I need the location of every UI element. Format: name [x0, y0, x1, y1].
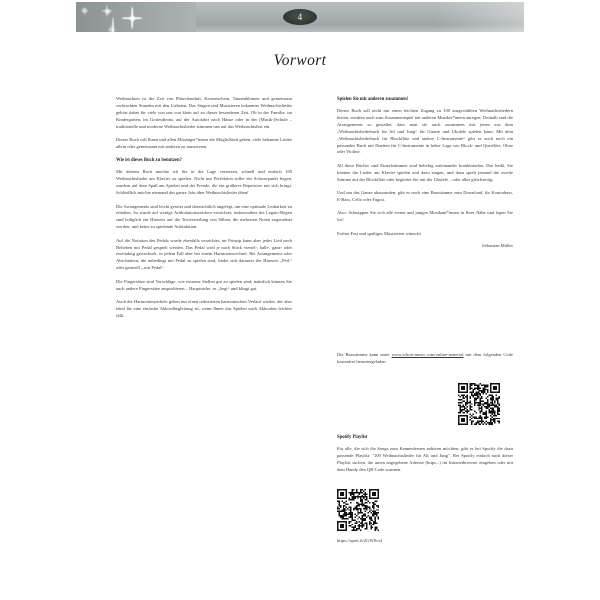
right-column: [337, 96, 513, 256]
download-note-text-before: Die Bassstimme kann unter: [337, 352, 392, 357]
download-note-text-after: mit dem folgenden Code kostenfrei heruntergeladen: [337, 352, 513, 364]
paragraph: Auf die Notation des Pedals wurde ebenfalls verzichtet, im Prinzip kann aber jedes Lied nach Belieben mit Pedal gespielt werden. Das Pedal wird je nach Stück viertel-, halb-, ganz- oder zweitaktig gewechselt, in jedem Fall aber bei einem Harmoniewechsel. Bei Arrangements oder Abschnitten, die unbedingt mit Pedal zu spielen sind, findet sich darunter der Hinweis „Ped.“ oder generell „,mit Pedal“.: [116, 237, 292, 271]
paragraph: Also: Schnappen Sie sich alle ersten und jungen Musikant*innen in Ihrer Nähe und legen Sie los!: [337, 210, 513, 223]
section-heading-spotify: Spotify Playlist: [337, 435, 368, 440]
section-heading-play-together: Spielen Sie mit anderen zusammen!: [337, 97, 409, 102]
paragraph: Mit diesem Buch möchte ich Sie in die Lage versetzen, schnell und einfach 100 Weihnachtslieder am Klavier zu spielen. Nicht nur Perfektion sollte der Schwerpunkt liegen, sondern auf dem Spaß am Spielen und der Freude, die ein größeres Repertoire mit sich bringt. Schließlich möchte niemand das ganze Jahr über Weihnachtslieder üben!: [116, 169, 292, 196]
spotify-playlist-qr-code[interactable]: [337, 489, 379, 531]
section-heading-usage: Wie ist dieses Buch zu benutzen?: [116, 158, 182, 164]
spotify-section: [337, 434, 513, 474]
download-note: [337, 352, 513, 366]
page-number-badge: 4: [283, 9, 317, 25]
paragraph: Die Fingersätze sind Vorschläge, wie extreme Stellen gut zu spielen sind; natürlich können Sie auch andere Fingersätze ausprobieren – Hauptsache, es „liegt“ und klingt gut.: [116, 278, 292, 291]
paragraph: Weihnachten ist die Zeit von Plätzchenduft, Kerzenschein, Tannenblumen und gemeinsam verbrachten Stunden mit den Liebsten. Das Singen und Musizieren bekannter Weihnachtslieder gehört dabei für viele von uns von klein auf zu dieser besonderen Zeit. Ob in der Familie, im Kindergarten, im Gottesdienst, auf der Autofahrt nach Hause oder in der (Musik-)Schule – traditionelle und moderne Weihnachtslieder stimmen uns auf das Weihnachtsfest ein.: [116, 96, 292, 129]
paragraph: Und um das Ganze abzurunden, gibt es noch eine Bassstimme zum Download, für Kontrabass, E-Bass, Cello oder Fagott.: [337, 190, 513, 203]
page-title: Vorwort: [273, 52, 327, 69]
paragraph: Dieses Buch soll Ihnen und allen Mitsänger*innen die Möglichkeit geben, viele bekannte Lieder allein oder gemeinsam mit anderen zu musizieren.: [116, 137, 292, 149]
online-material-link[interactable]: www.schott-music.com/online-material: [391, 352, 464, 357]
paragraph: Frohes Fest und spaßiges Musizieren wünscht: [337, 230, 421, 236]
paragraph: Auch die Harmoniesymbole geben nur einen reduzierten harmonischen Verlauf wieder, der aber ideal für eine einfache Akkordbegleitung ist, wenn Ihnen das Spielen nach Akkorden leichter fällt.: [116, 298, 292, 318]
paragraph: Für alle, die sich die Songs zum Kennenlernen anhören möchten, gibt es bei Spotify die dazu passende Playlist: "100 Weihnachtslieder für Alt und Jung". Bei Spotify einfach nach dieser Playlist suchen, die unten angegebene Adresse (https...) im Internetbrowser eingeben oder mit dem Handy den QR-Code scannen.: [337, 446, 513, 472]
author-signature: Sebastian Müller: [482, 242, 513, 248]
spotify-playlist-url[interactable]: https://spoti.fi/2GW0vt4: [337, 538, 383, 543]
online-material-qr-code[interactable]: [458, 383, 500, 425]
banner-highlight: [434, 2, 524, 32]
paragraph: Die Arrangements sind leicht gesetzt und übersichtlich angelegt, um eine optimale Lesbarkeit zu erhalten. So wurde auf wenige Artikulationszeichen verzichtet; insbesondere die Legato-Bögen sind lediglich ein Hinweis auf die Textverteilung von Silben, die mehreren Noten zugeordnet werden, und keine zu spielende Artikulation.: [116, 203, 292, 230]
banner-shade: [76, 2, 196, 32]
paragraph: All diese Bücher sind Einzelstimmen sind beliebig miteinander kombinierbar. Das heißt, Sie können die Lieder am Klavier spielen und dazu singen, und dazu spielt jemand die zweite Stimme auf der Blockflöte oder begleitet Sie mit der Ukulele – oder alles gleichzeitig.: [337, 162, 513, 182]
paragraph: Dieses Buch soll nicht nur einen leichten Zugang zu 100 ausgewählten Weihnachtsliedern bieten, sondern auch zum Zusammenspiel mit anderen Musiker*innen anregen. Deshalb sind die Arrangements so gestaltet, dass man sie auch zusammen mit jenen aus dem „Weihnachtsliederbuch für Alt und Jung“ für Gitarre und Ukulele spielen kann. Mit dem „Weihnachtsliederbuch für Blockflöte und andere C-Instrumente“ gibt es auch noch ein passendes Buch mit Duetten für C-Instrumente in hoher Lage wie Block- und Querflöte, Oboe oder Violine.: [337, 108, 513, 155]
left-column: [116, 96, 292, 326]
